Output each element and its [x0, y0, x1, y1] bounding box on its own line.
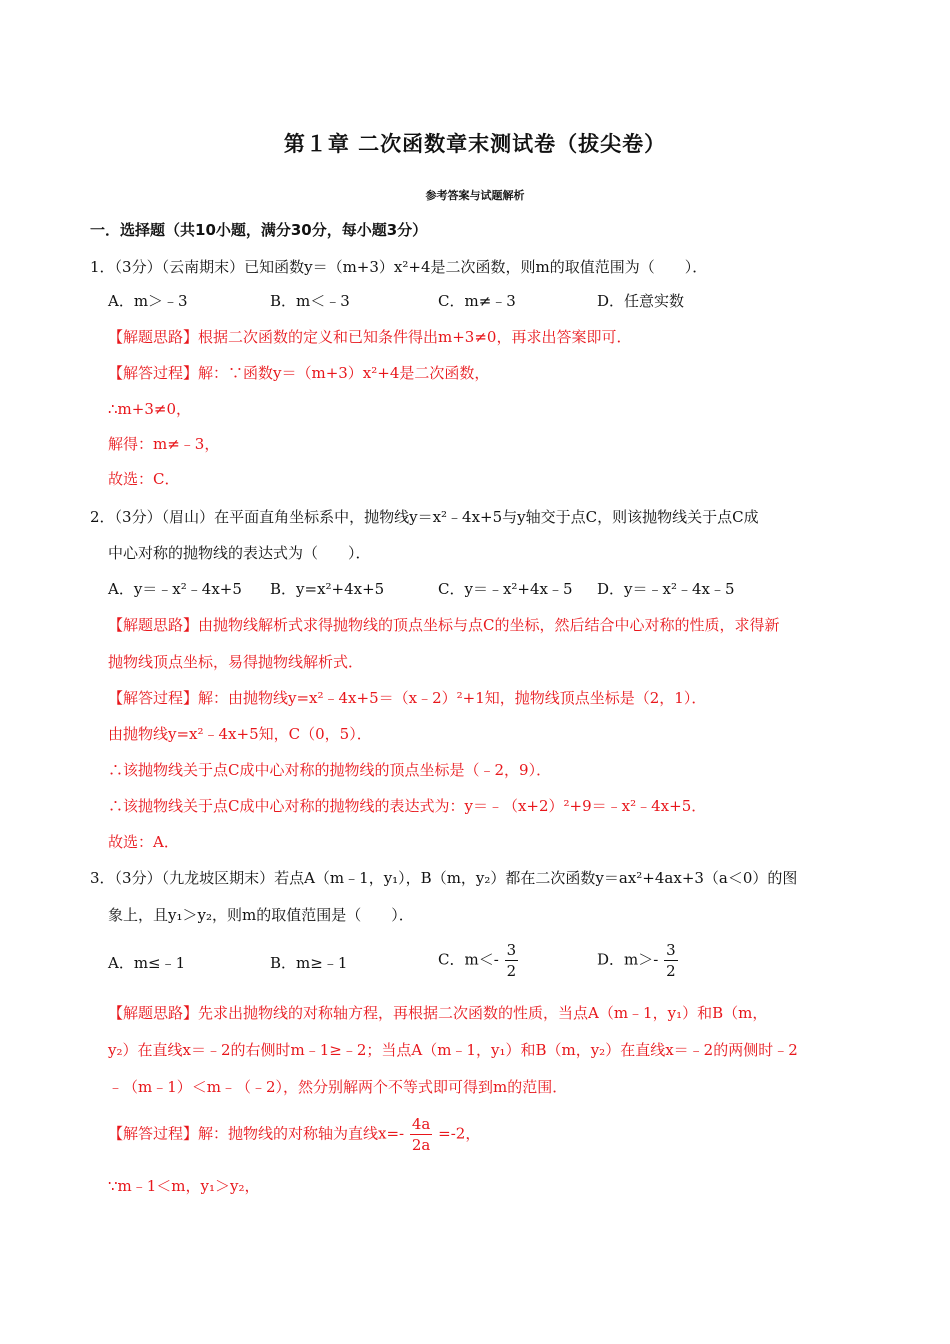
q3-step-1-suffix: =-2，	[438, 1124, 481, 1143]
question-1-stem: 1．（3分）（云南期末）已知函数y＝（m+3）x²+4是二次函数，则m的取值范围为（ ）．	[90, 258, 708, 276]
q3-option-c-label: C．m＜-	[438, 950, 499, 969]
q2-idea-line-2: 抛物线顶点坐标，易得抛物线解析式．	[108, 653, 364, 671]
q2-step-3: ∴该抛物线关于点C成中心对称的抛物线的顶点坐标是（﹣2，9）．	[108, 761, 552, 779]
q1-option-d: D．任意实数	[597, 292, 685, 310]
q1-step-3: 解得：m≠﹣3，	[108, 435, 220, 453]
q1-step-2: ∴m+3≠0，	[108, 400, 191, 418]
fraction	[505, 940, 519, 981]
q1-option-a: A．m＞﹣3	[108, 292, 188, 310]
q3-step-1	[108, 1114, 480, 1155]
question-3-stem-line-1: 3．（3分）（九龙坡区期末）若点A（m﹣1，y₁），B（m，y₂）都在二次函数y＝ax²+4ax+3（a＜0）的图	[90, 869, 798, 887]
fraction	[664, 940, 678, 981]
section-heading: 一．选择题（共10小题，满分30分，每小题3分）	[90, 221, 428, 239]
q3-idea-line-3: ﹣（m﹣1）＜m﹣（﹣2），然分别解两个不等式即可得到m的范围．	[108, 1078, 568, 1096]
fraction-numerator: 3	[666, 941, 676, 959]
fraction-denominator: 2	[506, 962, 517, 980]
question-2-stem-line-1: 2．（3分）（眉山）在平面直角坐标系中，抛物线y＝x²﹣4x+5与y轴交于点C，则该抛物线关于点C成	[90, 508, 759, 526]
q2-option-b: B．y=x²+4x+5	[270, 580, 385, 598]
q2-option-d: D．y＝﹣x²﹣4x﹣5	[597, 580, 735, 598]
question-2-stem-line-2: 中心对称的抛物线的表达式为（ ）．	[108, 544, 371, 562]
q1-answer: 故选：C．	[108, 470, 180, 488]
q3-step-2: ∵m﹣1＜m，y₁＞y₂，	[108, 1177, 260, 1195]
q3-option-d-label: D．m＞-	[597, 950, 659, 969]
q2-option-c: C．y＝﹣x²+4x﹣5	[438, 580, 573, 598]
q3-option-c	[438, 940, 519, 981]
q3-idea-line-1: 【解题思路】先求出抛物线的对称轴方程，再根据二次函数的性质，当点A（m﹣1，y₁）和B（m，	[108, 1004, 768, 1022]
q2-step-2: 由抛物线y=x²﹣4x+5知，C（0，5）．	[108, 725, 372, 743]
q2-step-1: 【解答过程】解：由抛物线y=x²﹣4x+5＝（x﹣2）²+1知，抛物线顶点坐标是（2，1）．	[108, 689, 707, 707]
q2-answer: 故选：A．	[108, 833, 179, 851]
question-3-stem-line-2: 象上，且y₁＞y₂，则m的取值范围是（ ）．	[108, 906, 414, 924]
page-subtitle: 参考答案与试题解析	[425, 189, 525, 202]
q3-option-d	[597, 940, 679, 981]
q2-idea-line-1: 【解题思路】由抛物线解析式求得抛物线的顶点坐标与点C的坐标，然后结合中心对称的性质，求得新	[108, 616, 780, 634]
q2-option-a: A．y＝﹣x²﹣4x+5	[108, 580, 242, 598]
q1-step-1: 【解答过程】解：∵函数y＝（m+3）x²+4是二次函数，	[108, 364, 490, 382]
fraction-denominator: 2	[666, 962, 676, 980]
q3-idea-line-2: y₂）在直线x＝﹣2的右侧时m﹣1≥﹣2；当点A（m﹣1，y₁）和B（m，y₂）在直线x＝﹣2的两侧时﹣2	[108, 1041, 798, 1059]
fraction-denominator: 2a	[411, 1136, 431, 1154]
q1-option-b: B．m＜﹣3	[270, 292, 350, 310]
page-title: 第１章 二次函数章末测试卷（拔尖卷）	[283, 132, 667, 156]
fraction-numerator: 3	[506, 941, 517, 959]
q1-idea: 【解题思路】根据二次函数的定义和已知条件得出m+3≠0，再求出答案即可．	[108, 328, 632, 346]
q2-step-4: ∴该抛物线关于点C成中心对称的抛物线的表达式为：y＝﹣（x+2）²+9＝﹣x²﹣4x+5．	[108, 797, 707, 815]
fraction	[410, 1114, 433, 1155]
q3-option-a: A．m≤﹣1	[108, 954, 186, 972]
q3-option-b: B．m≥﹣1	[270, 954, 348, 972]
fraction-numerator: 4a	[411, 1115, 431, 1133]
q3-step-1-prefix: 【解答过程】解：抛物线的对称轴为直线x=-	[108, 1124, 405, 1143]
q1-option-c: C．m≠﹣3	[438, 292, 516, 310]
